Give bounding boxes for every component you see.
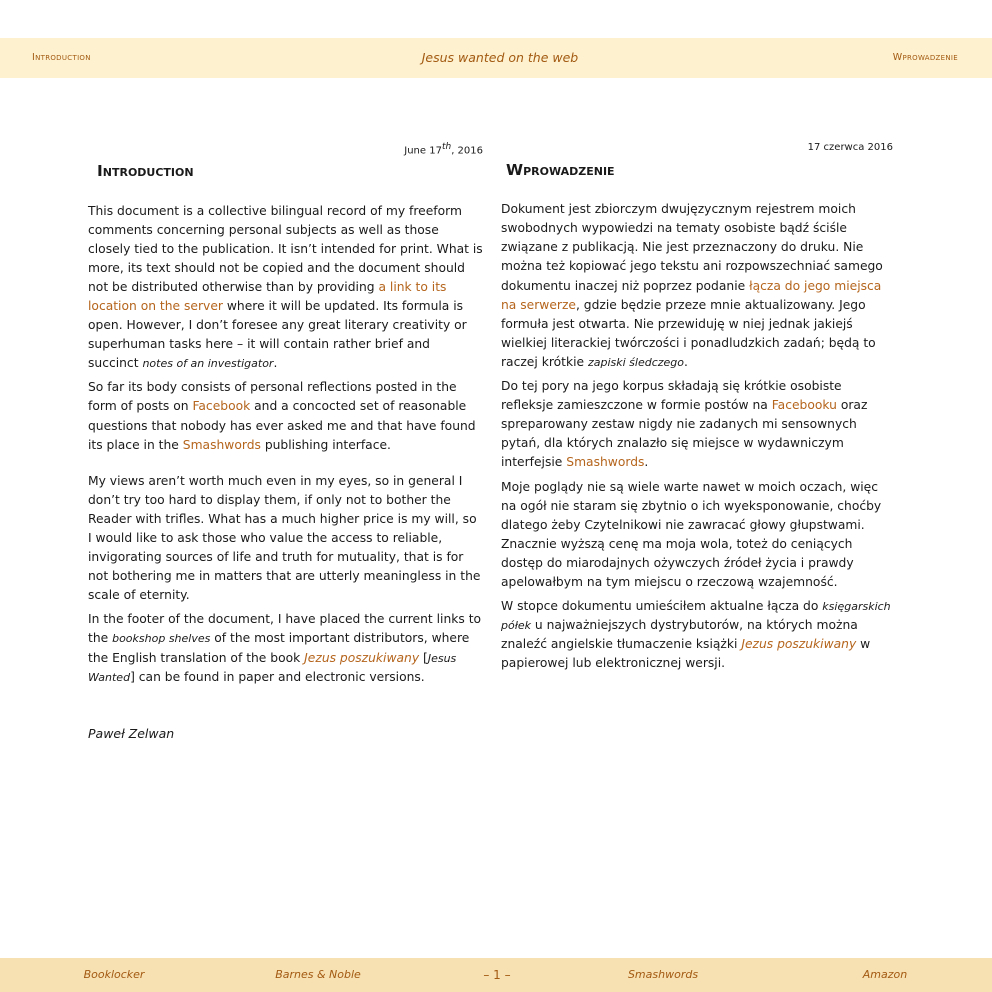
english-paragraph-1: This document is a collective bilingual record of my freeform comments concerning personal subjects as well as those closely tied to the publication. It isn’t intended for print. What is more, its text should not be copied and the document should not be distributed otherwise than by providing a link to its location on the server where it will be updated. Its formula is open. However, I don’t foresee any great literary creativity or superhuman tasks here – it will contain rather brief and succinct notes of an investigator.	[88, 203, 483, 371]
polish-column	[501, 138, 893, 678]
header-right-label: Wprowadzenie	[892, 52, 958, 63]
english-paragraph-4: In the footer of the document, I have placed the current links to the bookshop shelves of the most important distributors, where the English translation of the book Jezus poszukiwany [Jesus Wanted] can be found in paper and electronic versions.	[88, 612, 482, 684]
footer-link-amazon[interactable]: Amazon	[862, 968, 908, 981]
english-title: Introduction	[97, 162, 194, 181]
footer-link-barnes-noble[interactable]: Barnes & Noble	[275, 968, 361, 981]
facebook-link-pl[interactable]: Facebooku	[771, 398, 837, 413]
english-date: June 17th, 2016	[404, 142, 483, 157]
smashwords-link-pl[interactable]: Smashwords	[566, 455, 645, 470]
page-footer	[0, 958, 992, 992]
footer-link-booklocker[interactable]: Booklocker	[83, 968, 145, 981]
jezus-poszukiwany-link[interactable]: Jezus poszukiwany	[304, 650, 420, 665]
author-signature: Paweł Zelwan	[88, 725, 175, 741]
polish-paragraph-1: Dokument jest zbiorczym dwujęzycznym rejestrem moich swobodnych wypowiedzi na tematy osobiste bądź ściśle związane z publikacją. Nie jest przeznaczony do druku. Nie można też kopiować jego tekstu ani rozpowszechniać samego dokumentu inaczej niż poprzez podanie łącza do jego miejsca na serwerze, gdzie będzie przeze mnie aktualizowany. Jego formuła jest otwarta. Nie przewiduję w niej jednak jakiejś wielkiej literackiej twórczości i ponadludzkich zadań; będą to raczej krótkie zapiski śledczego.	[501, 202, 883, 369]
polish-paragraph-4: W stopce dokumentu umieściłem aktualne łącza do księgarskich półek u najważniejszych dystrybutorów, na których można znaleźć angielskie tłumaczenie książki Jezus poszukiwany w papierowej lub elektronicznej wersji.	[501, 599, 891, 671]
server-location-link-pl[interactable]: łącza do jego miejsca na serwerze	[501, 278, 882, 312]
polish-title: Wprowadzenie	[506, 161, 615, 180]
english-paragraph-3: My views aren’t worth much even in my eyes, so in general I don’t try too hard to display them, if only not to bother the Reader with trifles. What has a much higher price is my will, so I would like to ask those who value the access to reliable, invigorating sources of life and truth for mutuality, that is for not bothering me in matters that are utterly meaningless in the scale of eternity.	[88, 473, 481, 603]
english-paragraph-2: So far its body consists of personal reflections posted in the form of posts on Facebook and a concocted set of reasonable questions that nobody has ever asked me and that have found its place in the Smashwords publishing interface.	[88, 380, 476, 452]
polish-date: 17 czerwca 2016	[807, 142, 893, 153]
jezus-poszukiwany-link-pl[interactable]: Jezus poszukiwany	[741, 637, 857, 652]
header-left-label: Introduction	[32, 52, 91, 63]
polish-paragraph-2: Do tej pory na jego korpus składają się krótkie osobiste refleksje zamieszczone w formie postów na Facebooku oraz spreparowany zestaw nigdy nie zadanych mi sensownych pytań, dla których znalazło się miejsce w wydawniczym interfejsie Smashwords.	[501, 379, 868, 470]
header-title: Jesus wanted on the web	[421, 50, 579, 65]
polish-paragraph-3: Moje poglądy nie są wiele warte nawet w moich oczach, więc na ogół nie staram się zbytnio o ich wyeksponowanie, choćby dlatego żeby Czytelnikowi nie zawracać głowy głupstwami. Znacznie wyższą cenę ma moja wola, toteż do ceniących dostęp do miarodajnych ożywczych źródeł życia i prawdy apelowałbym na tym miejscu o rzeczową wzajemność.	[501, 479, 882, 589]
server-location-link[interactable]: a link to its location on the server	[88, 279, 447, 313]
facebook-link[interactable]: Facebook	[192, 399, 251, 414]
english-column	[88, 138, 483, 743]
page-number: – 1 –	[483, 968, 511, 982]
footer-link-smashwords[interactable]: Smashwords	[627, 968, 699, 981]
smashwords-link[interactable]: Smashwords	[182, 437, 261, 452]
page-header	[0, 38, 992, 78]
